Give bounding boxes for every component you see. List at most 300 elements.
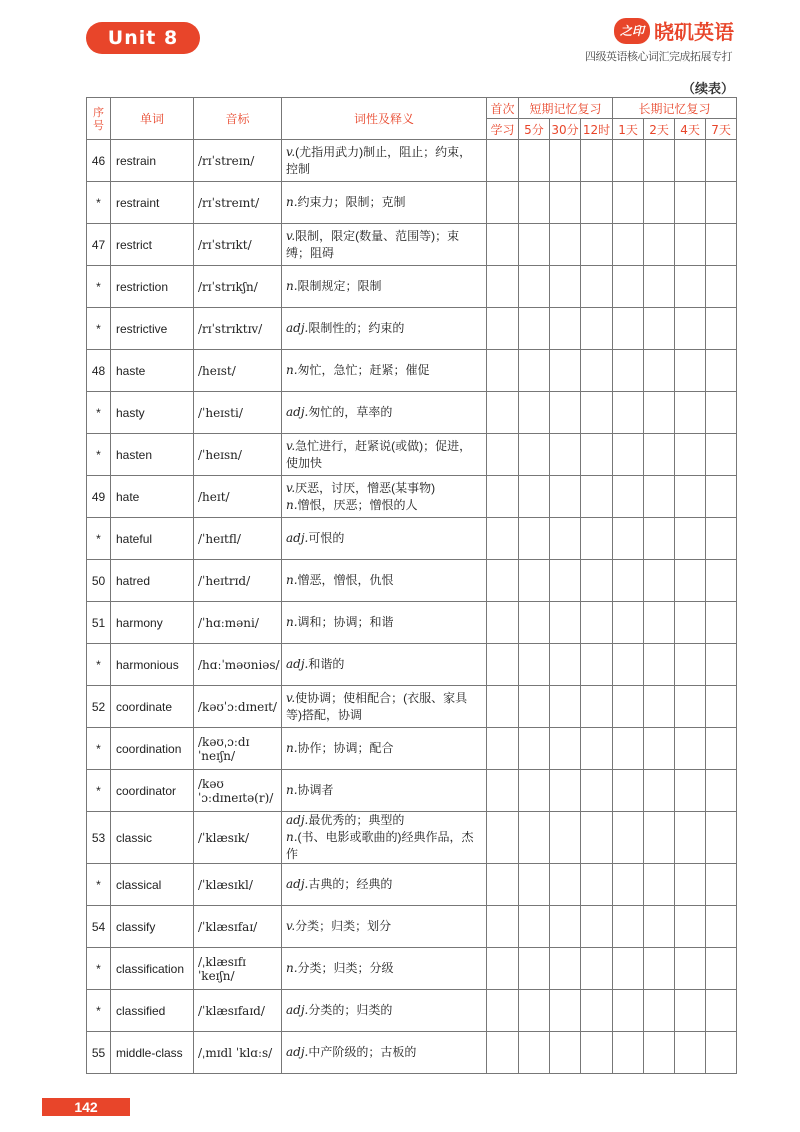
review-checkbox-cell[interactable] [613, 990, 644, 1032]
review-checkbox-cell[interactable] [644, 560, 675, 602]
part-of-speech: adj. [286, 1003, 309, 1017]
table-row [87, 518, 737, 560]
review-checkbox-cell[interactable] [550, 350, 581, 392]
row-number: 51 [87, 602, 111, 644]
review-checkbox-cell[interactable] [550, 182, 581, 224]
header-long-col: 7天 [706, 119, 737, 140]
definition-cell [282, 812, 487, 864]
meaning-text: 限制，限定(数量、范围等)；束缚；阻碍 [286, 228, 460, 260]
definition-cell [282, 864, 487, 906]
review-checkbox-cell[interactable] [519, 266, 550, 308]
review-checkbox-cell[interactable] [613, 476, 644, 518]
row-number: 47 [87, 224, 111, 266]
review-checkbox-cell[interactable] [550, 948, 581, 990]
review-checkbox-cell[interactable] [581, 948, 613, 990]
meaning-text: 协调者 [297, 783, 334, 797]
definition-cell [282, 644, 487, 686]
review-checkbox-cell[interactable] [550, 476, 581, 518]
review-checkbox-cell[interactable] [550, 728, 581, 770]
unit-badge: Unit 8 [86, 22, 200, 54]
definition-cell [282, 308, 487, 350]
review-checkbox-cell[interactable] [487, 864, 519, 906]
review-checkbox-cell[interactable] [613, 434, 644, 476]
row-number: 54 [87, 906, 111, 948]
meaning-text: 使协调；使相配合；(衣服、家具等)搭配，协调 [286, 690, 468, 722]
review-checkbox-cell[interactable] [519, 308, 550, 350]
definition-cell [282, 602, 487, 644]
word-cell: classified [111, 990, 194, 1032]
phonetic-cell: /ˈklæsɪfaɪd/ [194, 990, 282, 1032]
review-checkbox-cell[interactable] [706, 770, 737, 812]
review-checkbox-cell[interactable] [519, 518, 550, 560]
row-number: * [87, 182, 111, 224]
review-checkbox-cell[interactable] [519, 602, 550, 644]
brand-name: 晓矶英语 [654, 20, 734, 44]
review-checkbox-cell[interactable] [706, 728, 737, 770]
phonetic-cell: /rɪˈstreɪn/ [194, 140, 282, 182]
word-cell: hasten [111, 434, 194, 476]
definition-line [286, 918, 483, 935]
review-checkbox-cell[interactable] [675, 308, 706, 350]
meaning-text: 分类；归类；分级 [297, 961, 394, 975]
review-checkbox-cell[interactable] [550, 1032, 581, 1074]
review-checkbox-cell[interactable] [644, 686, 675, 728]
definition-line [286, 497, 483, 514]
review-checkbox-cell[interactable] [581, 560, 613, 602]
table-row [87, 476, 737, 518]
review-checkbox-cell[interactable] [675, 686, 706, 728]
review-checkbox-cell[interactable] [581, 476, 613, 518]
meaning-text: 分类；归类；划分 [295, 919, 392, 933]
review-checkbox-cell[interactable] [706, 434, 737, 476]
review-checkbox-cell[interactable] [675, 182, 706, 224]
review-checkbox-cell[interactable] [519, 644, 550, 686]
review-checkbox-cell[interactable] [706, 140, 737, 182]
meaning-text: 憎恨，厌恶；憎恨的人 [297, 497, 418, 512]
review-checkbox-cell[interactable] [644, 728, 675, 770]
review-checkbox-cell[interactable] [519, 182, 550, 224]
review-checkbox-cell[interactable] [519, 812, 550, 864]
review-checkbox-cell[interactable] [550, 812, 581, 864]
definition-cell [282, 224, 487, 266]
review-checkbox-cell[interactable] [613, 182, 644, 224]
review-checkbox-cell[interactable] [644, 948, 675, 990]
review-checkbox-cell[interactable] [675, 350, 706, 392]
word-cell: coordination [111, 728, 194, 770]
review-checkbox-cell[interactable] [675, 728, 706, 770]
table-row [87, 392, 737, 434]
review-checkbox-cell[interactable] [706, 392, 737, 434]
review-checkbox-cell[interactable] [675, 434, 706, 476]
review-checkbox-cell[interactable] [487, 948, 519, 990]
review-checkbox-cell[interactable] [613, 266, 644, 308]
review-checkbox-cell[interactable] [644, 644, 675, 686]
word-cell: hate [111, 476, 194, 518]
review-checkbox-cell[interactable] [519, 1032, 550, 1074]
phonetic-cell: /ˈklæsɪk/ [194, 812, 282, 864]
review-checkbox-cell[interactable] [550, 266, 581, 308]
part-of-speech: adj. [286, 321, 309, 335]
meaning-text: 限制规定；限制 [297, 279, 382, 293]
table-row [87, 140, 737, 182]
continued-label: （续表） [681, 81, 734, 96]
review-checkbox-cell[interactable] [519, 990, 550, 1032]
definition-cell [282, 476, 487, 518]
review-checkbox-cell[interactable] [706, 224, 737, 266]
page-number: 142 [42, 1098, 130, 1116]
review-checkbox-cell[interactable] [550, 308, 581, 350]
part-of-speech: adj. [286, 1045, 309, 1059]
review-checkbox-cell[interactable] [519, 476, 550, 518]
definition-cell [282, 686, 487, 728]
review-checkbox-cell[interactable] [675, 948, 706, 990]
review-checkbox-cell[interactable] [644, 434, 675, 476]
header-long-term: 长期记忆复习 [613, 98, 737, 119]
review-checkbox-cell[interactable] [487, 140, 519, 182]
definition-cell [282, 560, 487, 602]
review-checkbox-cell[interactable] [487, 770, 519, 812]
review-checkbox-cell[interactable] [487, 728, 519, 770]
meaning-text: 约束力；限制；克制 [297, 195, 406, 209]
review-checkbox-cell[interactable] [706, 906, 737, 948]
definition-line [286, 876, 483, 893]
review-checkbox-cell[interactable] [519, 434, 550, 476]
part-of-speech: n. [286, 363, 298, 377]
review-checkbox-cell[interactable] [644, 350, 675, 392]
review-checkbox-cell[interactable] [613, 728, 644, 770]
review-checkbox-cell[interactable] [706, 644, 737, 686]
part-of-speech: n. [286, 961, 298, 975]
review-checkbox-cell[interactable] [613, 560, 644, 602]
meaning-text: 可恨的 [308, 531, 345, 545]
review-checkbox-cell[interactable] [581, 906, 613, 948]
word-cell: restrain [111, 140, 194, 182]
part-of-speech: v. [286, 690, 296, 705]
review-checkbox-cell[interactable] [550, 434, 581, 476]
review-checkbox-cell[interactable] [706, 350, 737, 392]
review-checkbox-cell[interactable] [675, 476, 706, 518]
review-checkbox-cell[interactable] [706, 476, 737, 518]
meaning-text: 急忙进行，赶紧说(或做)；促进，使加快 [286, 438, 472, 470]
review-checkbox-cell[interactable] [581, 350, 613, 392]
review-checkbox-cell[interactable] [706, 560, 737, 602]
header-long-col: 1天 [613, 119, 644, 140]
phonetic-cell: /ˈklæsɪkl/ [194, 864, 282, 906]
review-checkbox-cell[interactable] [581, 686, 613, 728]
part-of-speech: n. [286, 741, 298, 755]
review-checkbox-cell[interactable] [581, 770, 613, 812]
review-checkbox-cell[interactable] [550, 686, 581, 728]
review-checkbox-cell[interactable] [644, 224, 675, 266]
phonetic-cell: /ˌmɪdl ˈklɑːs/ [194, 1032, 282, 1074]
definition-line [286, 829, 483, 863]
phonetic-cell: /ˈheɪtfl/ [194, 518, 282, 560]
review-checkbox-cell[interactable] [519, 560, 550, 602]
review-checkbox-cell[interactable] [675, 602, 706, 644]
review-checkbox-cell[interactable] [550, 518, 581, 560]
review-checkbox-cell[interactable] [706, 602, 737, 644]
definition-line [286, 438, 483, 472]
review-checkbox-cell[interactable] [613, 686, 644, 728]
review-checkbox-cell[interactable] [675, 266, 706, 308]
review-checkbox-cell[interactable] [675, 560, 706, 602]
review-checkbox-cell[interactable] [706, 308, 737, 350]
phonetic-cell: /kəʊˈɔːdɪneɪt/ [194, 686, 282, 728]
meaning-text: 古典的；经典的 [308, 877, 393, 891]
header-short-col: 12时 [581, 119, 613, 140]
word-cell: harmonious [111, 644, 194, 686]
review-checkbox-cell[interactable] [581, 728, 613, 770]
part-of-speech: n. [286, 497, 298, 512]
review-checkbox-cell[interactable] [613, 1032, 644, 1074]
review-checkbox-cell[interactable] [644, 476, 675, 518]
review-checkbox-cell[interactable] [675, 644, 706, 686]
review-checkbox-cell[interactable] [613, 812, 644, 864]
review-checkbox-cell[interactable] [519, 770, 550, 812]
review-checkbox-cell[interactable] [519, 224, 550, 266]
row-number: * [87, 644, 111, 686]
review-checkbox-cell[interactable] [581, 392, 613, 434]
part-of-speech: n. [286, 279, 298, 293]
review-checkbox-cell[interactable] [550, 990, 581, 1032]
word-cell: middle-class [111, 1032, 194, 1074]
review-checkbox-cell[interactable] [675, 906, 706, 948]
review-checkbox-cell[interactable] [675, 990, 706, 1032]
review-checkbox-cell[interactable] [487, 560, 519, 602]
review-checkbox-cell[interactable] [487, 990, 519, 1032]
review-checkbox-cell[interactable] [644, 812, 675, 864]
review-checkbox-cell[interactable] [519, 392, 550, 434]
header-num: 序号 [87, 98, 111, 140]
table-row [87, 864, 737, 906]
row-number: 53 [87, 812, 111, 864]
review-checkbox-cell[interactable] [644, 602, 675, 644]
review-checkbox-cell[interactable] [487, 392, 519, 434]
review-checkbox-cell[interactable] [581, 308, 613, 350]
row-number: 49 [87, 476, 111, 518]
part-of-speech: n. [286, 195, 298, 209]
review-checkbox-cell[interactable] [519, 864, 550, 906]
review-checkbox-cell[interactable] [613, 392, 644, 434]
row-number: * [87, 266, 111, 308]
part-of-speech: v. [286, 919, 296, 933]
review-checkbox-cell[interactable] [487, 224, 519, 266]
review-checkbox-cell[interactable] [675, 140, 706, 182]
definition-cell [282, 990, 487, 1032]
header-meaning: 词性及释义 [282, 98, 487, 140]
review-checkbox-cell[interactable] [487, 812, 519, 864]
review-checkbox-cell[interactable] [706, 266, 737, 308]
review-checkbox-cell[interactable] [613, 518, 644, 560]
review-checkbox-cell[interactable] [487, 518, 519, 560]
review-checkbox-cell[interactable] [706, 686, 737, 728]
row-number: * [87, 518, 111, 560]
part-of-speech: adj. [286, 657, 309, 671]
review-checkbox-cell[interactable] [550, 224, 581, 266]
table-row [87, 602, 737, 644]
review-checkbox-cell[interactable] [550, 644, 581, 686]
part-of-speech: adj. [286, 405, 309, 419]
phonetic-cell: /ˈheɪsti/ [194, 392, 282, 434]
phonetic-cell: /ˈklæsɪfaɪ/ [194, 906, 282, 948]
review-checkbox-cell[interactable] [706, 518, 737, 560]
review-checkbox-cell[interactable] [581, 182, 613, 224]
phonetic-cell: /hɑːˈməʊniəs/ [194, 644, 282, 686]
review-checkbox-cell[interactable] [675, 812, 706, 864]
review-checkbox-cell[interactable] [519, 728, 550, 770]
review-checkbox-cell[interactable] [519, 350, 550, 392]
review-checkbox-cell[interactable] [550, 140, 581, 182]
definition-line [286, 194, 483, 211]
review-checkbox-cell[interactable] [675, 864, 706, 906]
meaning-text: 限制性的；约束的 [308, 321, 405, 335]
row-number: 55 [87, 1032, 111, 1074]
review-checkbox-cell[interactable] [675, 518, 706, 560]
review-checkbox-cell[interactable] [550, 392, 581, 434]
review-checkbox-cell[interactable] [675, 1032, 706, 1074]
review-checkbox-cell[interactable] [581, 812, 613, 864]
review-checkbox-cell[interactable] [644, 518, 675, 560]
review-checkbox-cell[interactable] [487, 906, 519, 948]
table-row [87, 266, 737, 308]
review-checkbox-cell[interactable] [644, 140, 675, 182]
phonetic-cell: /kəʊˈɔːdɪneɪtə(r)/ [194, 770, 282, 812]
definition-cell [282, 906, 487, 948]
definition-line [286, 320, 483, 337]
table-row [87, 728, 737, 770]
review-checkbox-cell[interactable] [550, 770, 581, 812]
review-checkbox-cell[interactable] [487, 476, 519, 518]
review-checkbox-cell[interactable] [706, 864, 737, 906]
definition-line [286, 614, 483, 631]
review-checkbox-cell[interactable] [581, 644, 613, 686]
review-checkbox-cell[interactable] [706, 182, 737, 224]
phonetic-cell: /heɪt/ [194, 476, 282, 518]
review-checkbox-cell[interactable] [644, 906, 675, 948]
review-checkbox-cell[interactable] [487, 434, 519, 476]
review-checkbox-cell[interactable] [487, 1032, 519, 1074]
review-checkbox-cell[interactable] [550, 906, 581, 948]
meaning-text: 协作；协调；配合 [297, 741, 394, 755]
review-checkbox-cell[interactable] [581, 140, 613, 182]
review-checkbox-cell[interactable] [613, 602, 644, 644]
header-first-sub: 学习 [487, 119, 519, 140]
meaning-text: 调和；协调；和谐 [297, 615, 394, 629]
review-checkbox-cell[interactable] [644, 308, 675, 350]
review-checkbox-cell[interactable] [613, 350, 644, 392]
review-checkbox-cell[interactable] [644, 392, 675, 434]
review-checkbox-cell[interactable] [613, 224, 644, 266]
review-checkbox-cell[interactable] [487, 686, 519, 728]
header-word: 单词 [111, 98, 194, 140]
table-row [87, 1032, 737, 1074]
meaning-text: 和谐的 [308, 657, 345, 671]
meaning-text: 分类的；归类的 [308, 1003, 393, 1017]
review-checkbox-cell[interactable] [487, 602, 519, 644]
review-checkbox-cell[interactable] [675, 770, 706, 812]
review-checkbox-cell[interactable] [644, 266, 675, 308]
review-checkbox-cell[interactable] [706, 990, 737, 1032]
review-checkbox-cell[interactable] [613, 948, 644, 990]
part-of-speech: v. [286, 480, 296, 495]
review-checkbox-cell[interactable] [581, 434, 613, 476]
row-number: * [87, 728, 111, 770]
review-checkbox-cell[interactable] [550, 602, 581, 644]
word-cell: classify [111, 906, 194, 948]
review-checkbox-cell[interactable] [519, 686, 550, 728]
review-checkbox-cell[interactable] [581, 518, 613, 560]
review-checkbox-cell[interactable] [487, 308, 519, 350]
review-checkbox-cell[interactable] [644, 182, 675, 224]
review-checkbox-cell[interactable] [613, 770, 644, 812]
definition-line [286, 228, 483, 262]
review-checkbox-cell[interactable] [644, 770, 675, 812]
review-checkbox-cell[interactable] [613, 864, 644, 906]
review-checkbox-cell[interactable] [581, 864, 613, 906]
review-checkbox-cell[interactable] [487, 350, 519, 392]
review-checkbox-cell[interactable] [581, 266, 613, 308]
review-checkbox-cell[interactable] [487, 266, 519, 308]
definition-line [286, 656, 483, 673]
review-checkbox-cell[interactable] [644, 1032, 675, 1074]
review-checkbox-cell[interactable] [550, 560, 581, 602]
phonetic-cell: /rɪˈstrɪktɪv/ [194, 308, 282, 350]
definition-line [286, 404, 483, 421]
review-checkbox-cell[interactable] [613, 906, 644, 948]
review-checkbox-cell[interactable] [675, 224, 706, 266]
review-checkbox-cell[interactable] [581, 224, 613, 266]
table-row [87, 350, 737, 392]
review-checkbox-cell[interactable] [644, 990, 675, 1032]
review-checkbox-cell[interactable] [675, 392, 706, 434]
review-checkbox-cell[interactable] [487, 182, 519, 224]
review-checkbox-cell[interactable] [706, 1032, 737, 1074]
word-cell: restrict [111, 224, 194, 266]
part-of-speech: v. [286, 144, 296, 159]
review-checkbox-cell[interactable] [581, 602, 613, 644]
table-row [87, 948, 737, 990]
review-checkbox-cell[interactable] [706, 812, 737, 864]
review-checkbox-cell[interactable] [519, 948, 550, 990]
phonetic-cell: /ˌklæsɪfɪˈkeɪʃn/ [194, 948, 282, 990]
review-checkbox-cell[interactable] [487, 644, 519, 686]
definition-cell [282, 266, 487, 308]
table-row [87, 906, 737, 948]
table-row [87, 990, 737, 1032]
brand [614, 16, 734, 45]
review-checkbox-cell[interactable] [550, 864, 581, 906]
table-row [87, 308, 737, 350]
header-long-col: 4天 [675, 119, 706, 140]
part-of-speech: adj. [286, 877, 309, 891]
review-checkbox-cell[interactable] [613, 308, 644, 350]
definition-line [286, 1044, 483, 1061]
part-of-speech: adj. [286, 531, 309, 545]
review-checkbox-cell[interactable] [581, 1032, 613, 1074]
definition-line [286, 690, 483, 724]
review-checkbox-cell[interactable] [613, 140, 644, 182]
review-checkbox-cell[interactable] [644, 864, 675, 906]
definition-cell [282, 728, 487, 770]
review-checkbox-cell[interactable] [613, 644, 644, 686]
review-checkbox-cell[interactable] [581, 990, 613, 1032]
definition-cell [282, 518, 487, 560]
review-checkbox-cell[interactable] [519, 140, 550, 182]
review-checkbox-cell[interactable] [519, 906, 550, 948]
definition-line [286, 480, 483, 497]
review-checkbox-cell[interactable] [706, 948, 737, 990]
table-row [87, 434, 737, 476]
